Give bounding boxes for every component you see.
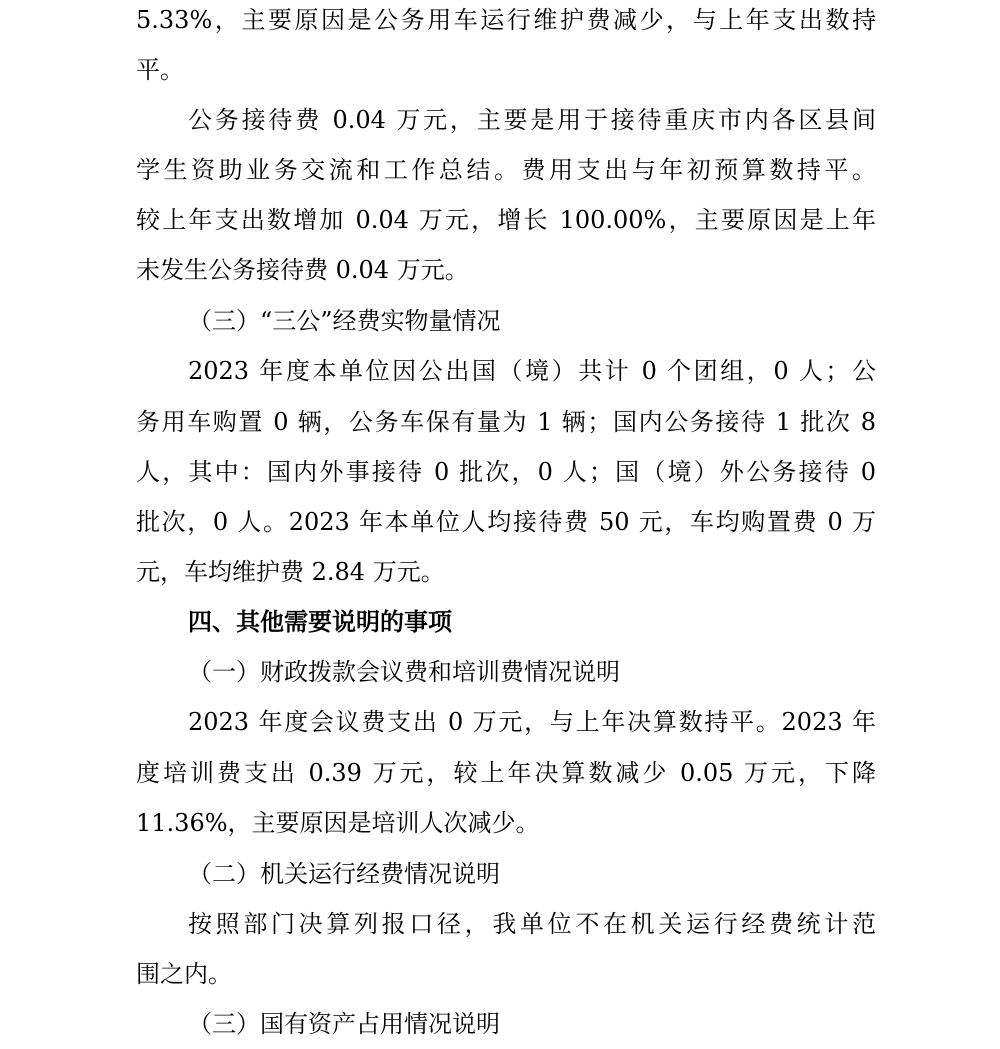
- subsection-heading: （一）财政拨款会议费和培训费情况说明: [188, 658, 620, 686]
- paragraph-line: 围之内。: [136, 960, 232, 988]
- paragraph-line: 务用车购置 0 辆，公务车保有量为 1 辆；国内公务接待 1 批次 8: [136, 408, 876, 436]
- paragraph-line: 平。: [136, 56, 184, 84]
- subsection-heading: （三）国有资产占用情况说明: [188, 1010, 500, 1038]
- paragraph-line: 11.36%，主要原因是培训人次减少。: [136, 809, 540, 837]
- paragraph-line: 5.33%，主要原因是公务用车运行维护费减少，与上年支出数持: [136, 6, 876, 34]
- paragraph-line: 度培训费支出 0.39 万元，较上年决算数减少 0.05 万元，下降: [136, 759, 876, 787]
- paragraph-line: 人，其中：国内外事接待 0 批次，0 人；国（境）外公务接待 0: [136, 458, 876, 486]
- paragraph-line: 元，车均维护费 2.84 万元。: [136, 558, 445, 586]
- paragraph-line: 按照部门决算列报口径，我单位不在机关运行经费统计范: [188, 910, 876, 938]
- subsection-heading: （三）“三公”经费实物量情况: [188, 307, 501, 335]
- paragraph-line: 未发生公务接待费 0.04 万元。: [136, 256, 469, 284]
- paragraph-line: 学生资助业务交流和工作总结。费用支出与年初预算数持平。: [136, 156, 876, 184]
- subsection-heading: （二）机关运行经费情况说明: [188, 860, 500, 888]
- paragraph-line: 批次，0 人。2023 年本单位人均接待费 50 元，车均购置费 0 万: [136, 508, 876, 536]
- section-heading: 四、其他需要说明的事项: [188, 608, 452, 636]
- paragraph-line: 公务接待费 0.04 万元，主要是用于接待重庆市内各区县间: [188, 106, 876, 134]
- paragraph-line: 2023 年度会议费支出 0 万元，与上年决算数持平。2023 年: [188, 708, 876, 736]
- paragraph-line: 2023 年度本单位因公出国（境）共计 0 个团组，0 人；公: [188, 357, 876, 385]
- paragraph-line: 较上年支出数增加 0.04 万元，增长 100.00%，主要原因是上年: [136, 206, 876, 234]
